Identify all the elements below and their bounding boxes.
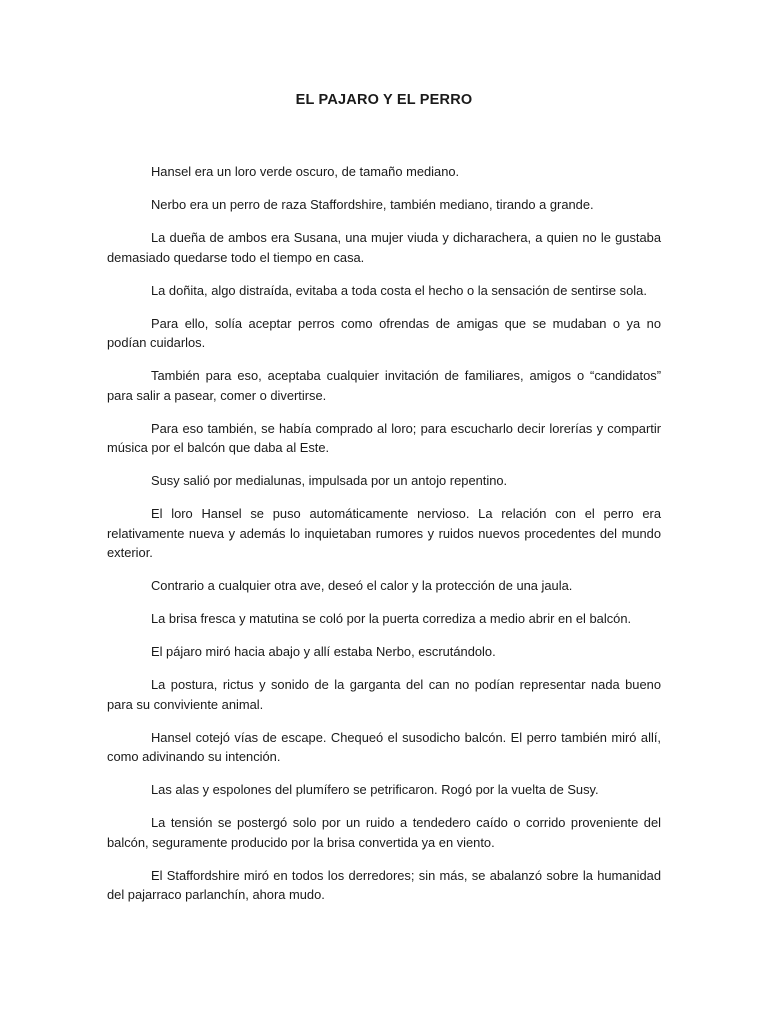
paragraph: Las alas y espolones del plumífero se petrificaron. Rogó por la vuelta de Susy. [151, 782, 599, 797]
paragraph: La postura, rictus y sonido de la garganta del can no podían representar nada bueno para su conviviente animal. [107, 677, 661, 712]
paragraph: Contrario a cualquier otra ave, deseó el calor y la protección de una jaula. [151, 578, 573, 593]
paragraph: El pájaro miró hacia abajo y allí estaba Nerbo, escrutándolo. [151, 644, 496, 659]
paragraph: Hansel era un loro verde oscuro, de tamaño mediano. [151, 164, 460, 179]
paragraph: Susy salió por medialunas, impulsada por un antojo repentino. [151, 473, 508, 488]
paragraph: La doñita, algo distraída, evitaba a toda costa el hecho o la sensación de sentirse sola. [151, 282, 647, 298]
paragraph: Para eso también, se había comprado al loro; para escucharlo decir lorerías y compartir música por el balcón que daba al Este. [107, 420, 661, 455]
document-body [107, 162, 661, 918]
document-title: EL PAJARO Y EL PERRO [295, 92, 473, 108]
paragraph: El loro Hansel se puso automáticamente nervioso. La relación con el perro era relativamente nueva y además lo inquietaban rumores y ruidos nuevos procedentes del mundo exterior. [107, 506, 661, 560]
paragraph: Para ello, solía aceptar perros como ofrendas de amigas que se mudaban o ya no podían cuidarlos. [107, 315, 661, 350]
paragraph: El Staffordshire miró en todos los derredores; sin más, se abalanzó sobre la humanidad del pajarraco parlanchín, ahora mudo. [107, 867, 661, 902]
paragraph: La brisa fresca y matutina se coló por la puerta corrediza a medio abrir en el balcón. [151, 611, 632, 626]
paragraph: La dueña de ambos era Susana, una mujer viuda y dicharachera, a quien no le gustaba demasiado quedarse todo el tiempo en casa. [107, 230, 661, 265]
paragraph: También para eso, aceptaba cualquier invitación de familiares, amigos o “candidatos” para salir a pasear, comer o divertirse. [107, 368, 661, 403]
paragraph: Hansel cotejó vías de escape. Chequeó el susodicho balcón. El perro también miró allí, como adivinando su intención. [107, 729, 661, 764]
paragraph: Nerbo era un perro de raza Staffordshire, también mediano, tirando a grande. [151, 197, 594, 212]
paragraph: La tensión se postergó solo por un ruido a tendedero caído o corrido proveniente del balcón, seguramente producido por la brisa convertida ya en viento. [107, 815, 661, 850]
